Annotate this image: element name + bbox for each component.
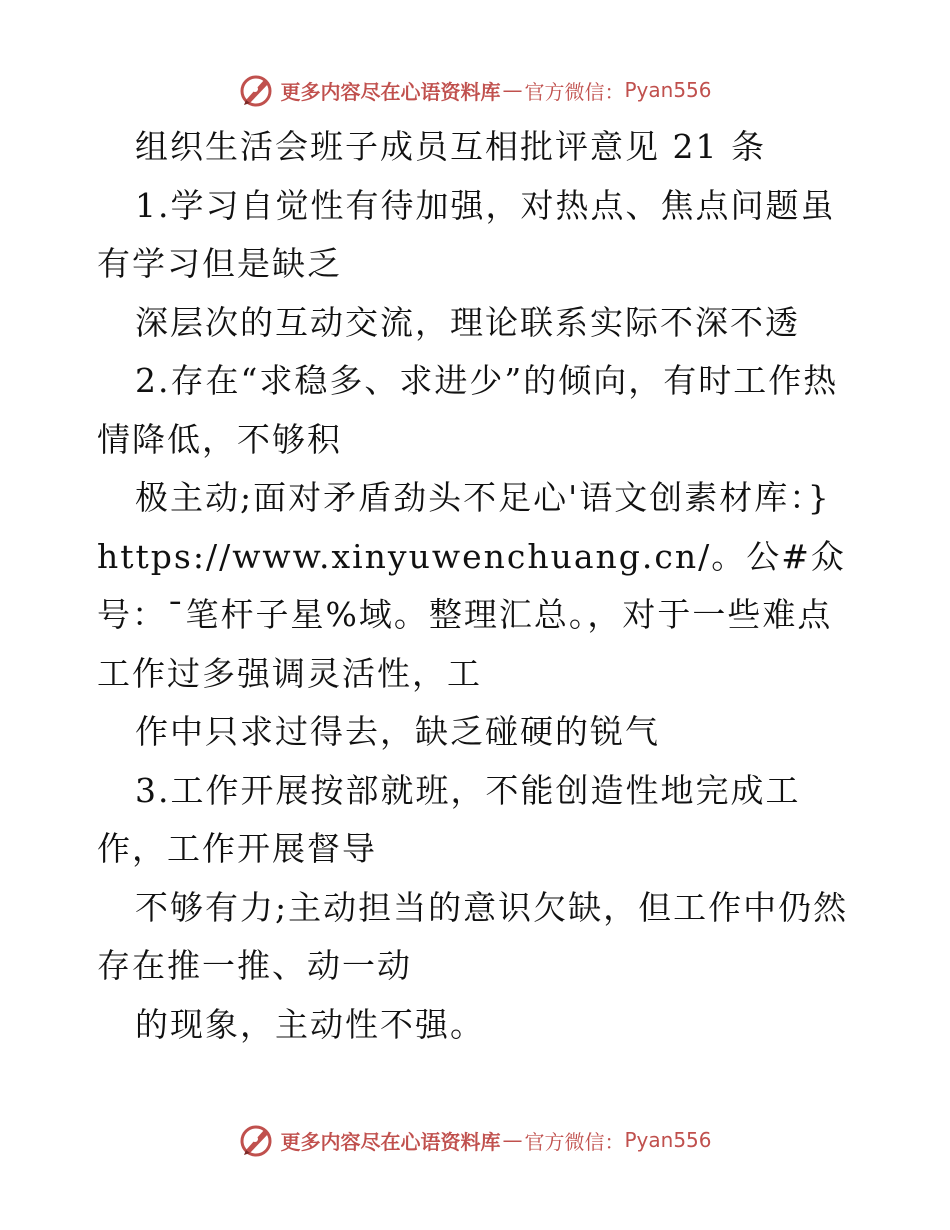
footer-contact-text: 官方微信： — [524, 1129, 625, 1154]
header-banner — [0, 70, 950, 110]
header-wechat-id: Pyan556 — [624, 78, 712, 102]
header-site-text: 更多内容尽在心语资料库 — [280, 79, 501, 104]
paragraph-5: https://www.xinyuwenchuang.cn/。公#众号：¯笔杆子星%域。整理汇总。，对于一些难点工作过多强调灵活性，工 — [97, 536, 846, 693]
header-dash: — — [502, 78, 523, 102]
paragraph-6: 作中只求过得去，缺乏碰硬的锐气 — [135, 712, 660, 751]
footer-wechat-id: Pyan556 — [624, 1128, 712, 1152]
footer-site-text: 更多内容尽在心语资料库 — [280, 1129, 501, 1154]
paragraph-7: 3.工作开展按部就班，不能创造性地完成工作，工作开展督导 — [97, 770, 801, 868]
pen-logo-icon — [238, 72, 274, 108]
paragraph-4: 极主动;面对矛盾劲头不足心'语文创素材库：} — [135, 478, 831, 517]
document-title: 组织生活会班子成员互相批评意见 21 条 — [135, 127, 766, 166]
footer-dash: — — [502, 1128, 523, 1152]
header-contact-text: 官方微信： — [524, 79, 625, 104]
paragraph-9: 的现象，主动性不强。 — [135, 1004, 485, 1044]
paragraph-3: 2.存在“求稳多、求进少”的倾向，有时工作热情降低，不够积 — [97, 361, 839, 459]
pen-logo-icon — [238, 1122, 274, 1158]
paragraph-1: 1.学习自觉性有待加强，对热点、焦点问题虽有学习但是缺乏 — [97, 185, 836, 283]
paragraph-8: 不够有力;主动担当的意识欠缺，但工作中仍然存在推一推、动一动 — [97, 887, 849, 985]
document-body — [97, 118, 857, 1054]
footer-banner — [0, 1120, 950, 1160]
paragraph-2: 深层次的互动交流，理论联系实际不深不透 — [135, 302, 800, 342]
